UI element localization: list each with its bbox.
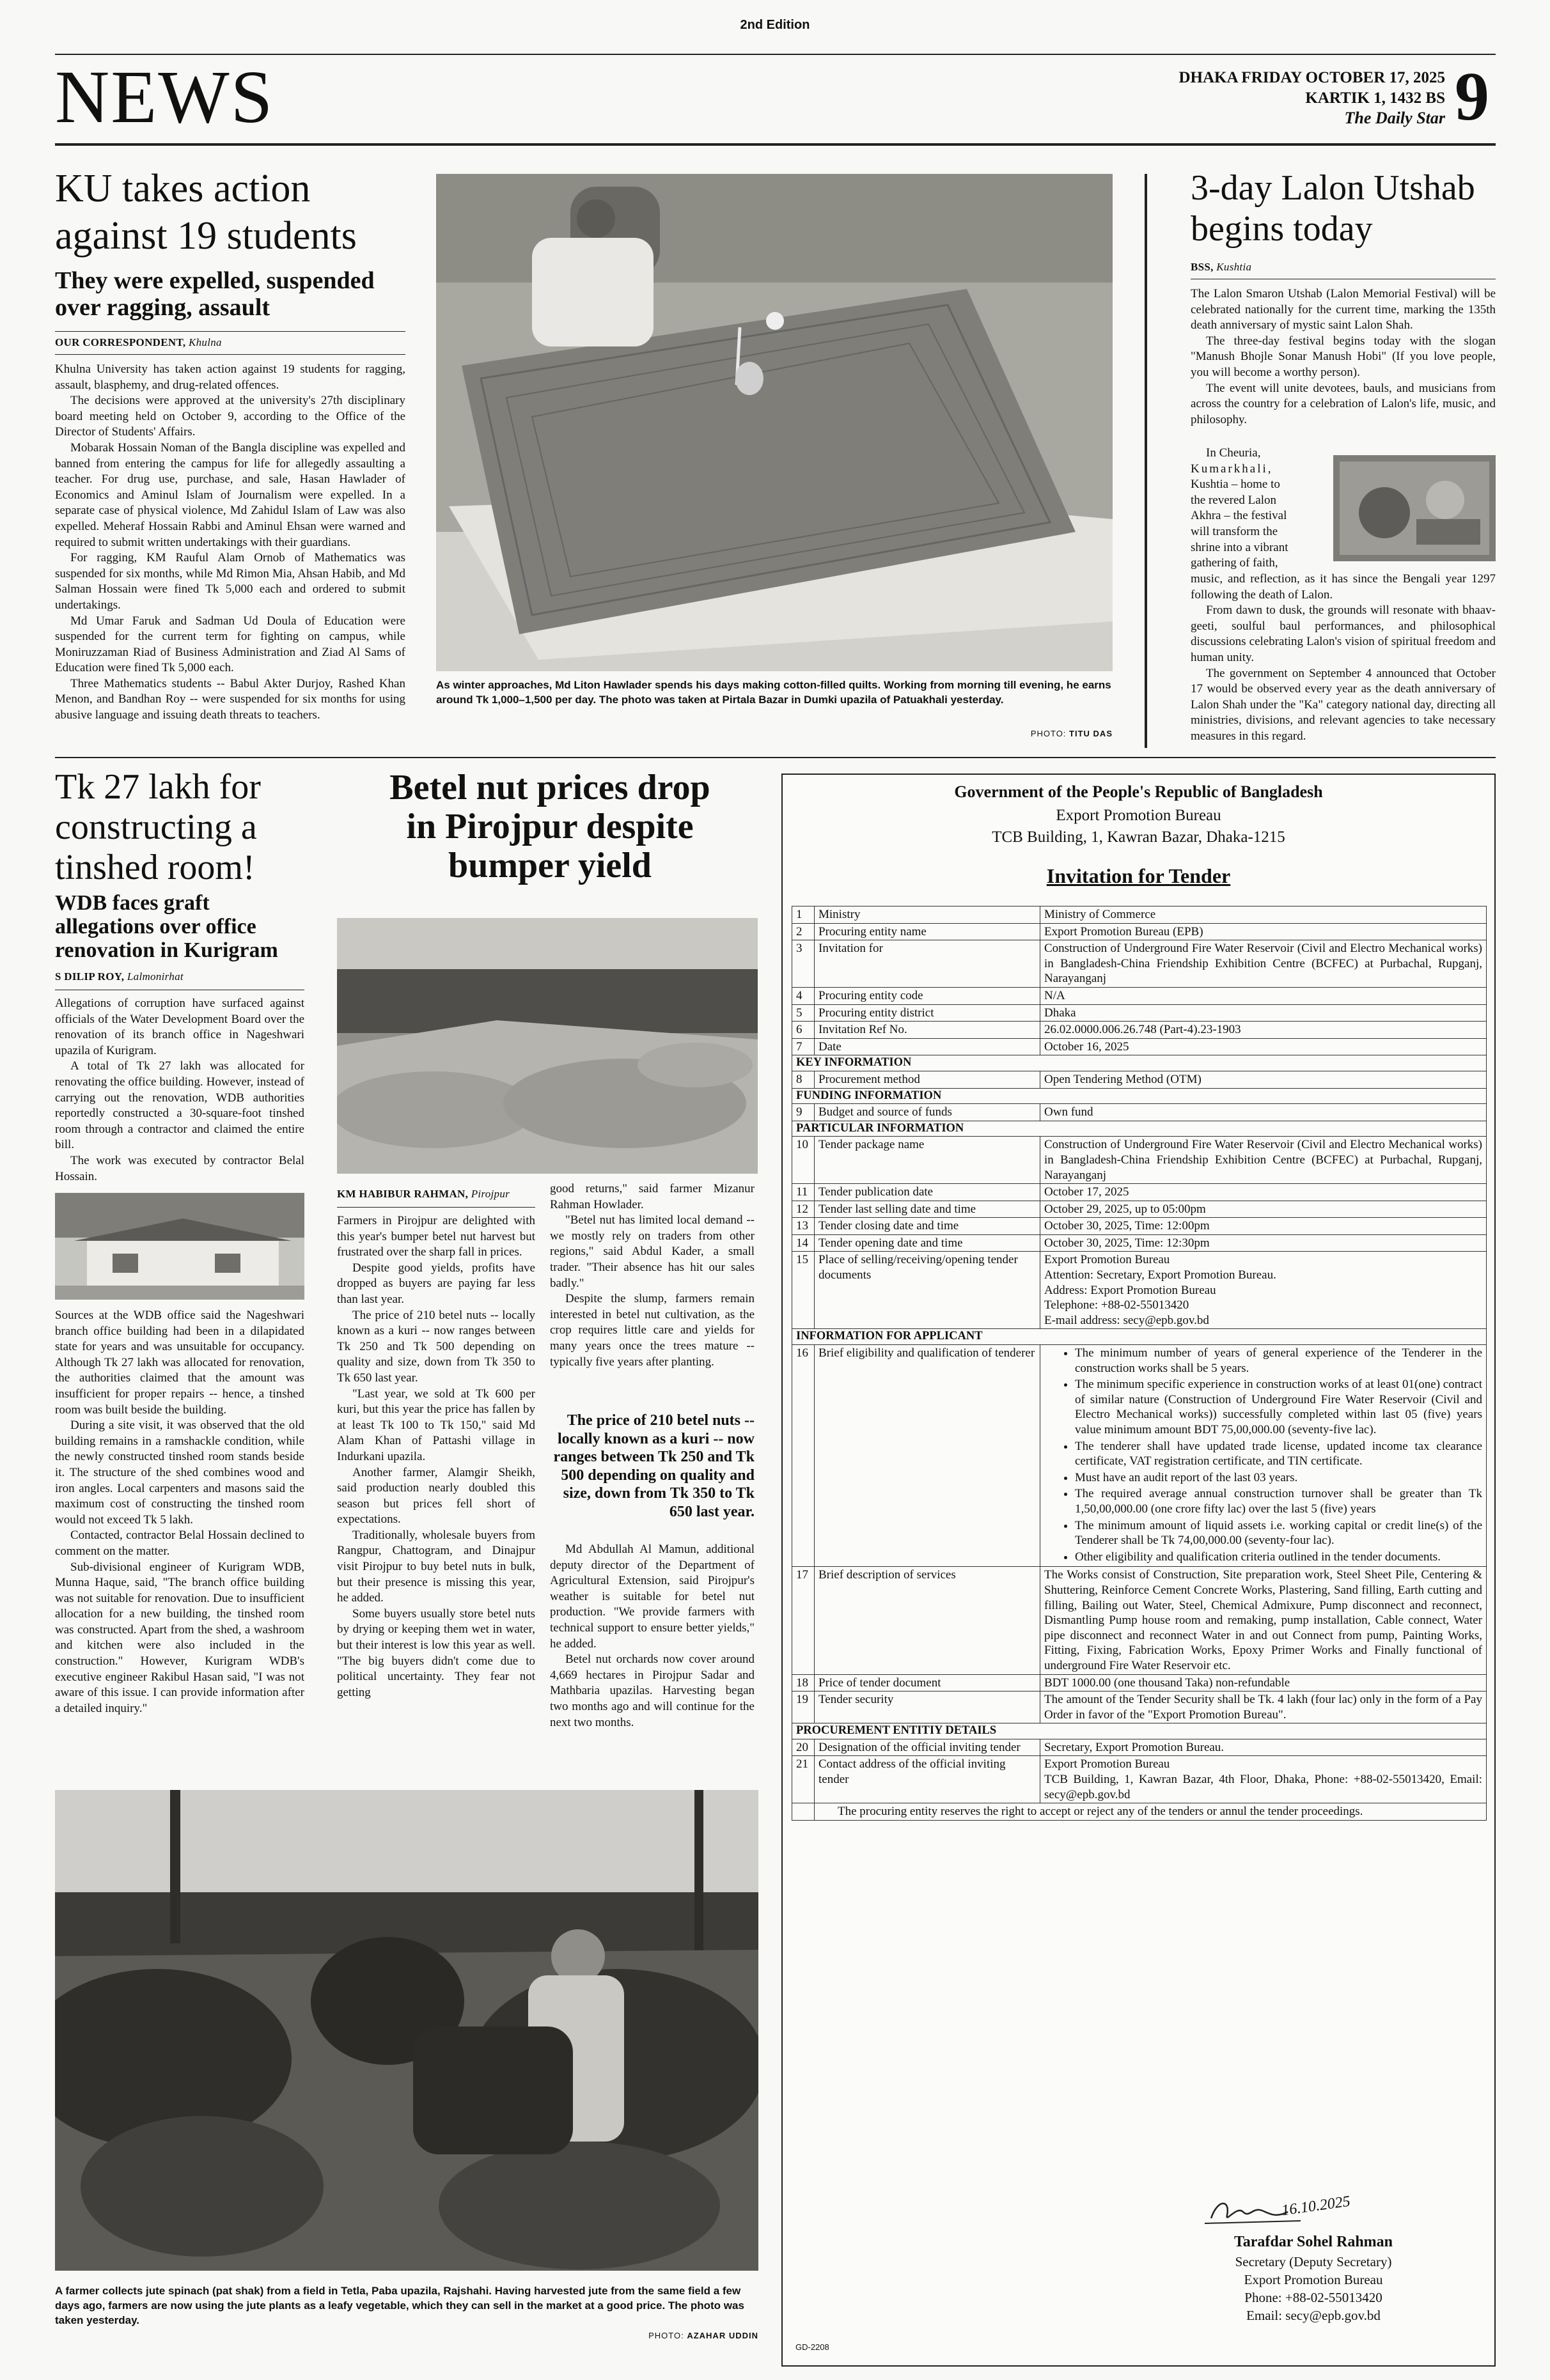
table-row: 12 Tender last selling date and time October 29, 2025, up to 05:00pm <box>792 1201 1487 1218</box>
lalon-wrap-text: In Cheuria, Kumarkhali, Kushtia – home to the revered Lalon Akhra – the festival will transform the shrine into a vibrant gathering of faith, <box>1191 446 1288 570</box>
wdb-byline: S DILIP ROY, Lalmonirhat <box>55 970 184 983</box>
tender-bureau: Export Promotion Bureau <box>1056 807 1221 824</box>
section-heading-row: FUNDING INFORMATION <box>792 1088 1487 1104</box>
ku-headline: KU takes action against 19 students <box>55 167 357 258</box>
list-item: • The minimum number of years of general experience of the Tenderer in the construction works shall be 5 years. <box>1075 1346 1482 1376</box>
signatory-bureau: Export Promotion Bureau <box>1244 2272 1383 2287</box>
tinshed-room-photo <box>55 1193 304 1300</box>
lalon-byline: BSS, Kushtia <box>1191 261 1252 273</box>
betel-byline-rule <box>337 1207 535 1208</box>
lalon-headline: 3-day Lalon Utshab begins today <box>1191 168 1475 249</box>
section-heading-row: PROCUREMENT ENTITIY DETAILS <box>792 1723 1487 1739</box>
wdb-subhead: WDB faces graft allegations over office renovation in Kurigram <box>55 891 278 962</box>
table-row: 19 Tender security The amount of the Tender Security shall be Tk. 4 lakh (four lac) only in the form of a Pay Order in favor of the "Export Promotion Bureau". <box>792 1692 1487 1723</box>
wdb-body-top: Allegations of corruption have surfaced against officials of the Water Development Board over the renovation of its branch office in Nageshwari upazila of Kurigram. A total of Tk 27 lakh was allocated for renovating the office building. However, instead of carrying out the renovation, WDB authorities reportedly constructed a 30-square-foot tinshed room through a contractor and claimed the entire bill. The work was executed by contractor Belal Hossain. <box>55 997 304 1183</box>
lalon-poster-image <box>1333 455 1496 561</box>
section-heading-row: INFORMATION FOR APPLICANT <box>792 1329 1487 1345</box>
eligibility-list <box>1044 1346 1482 1564</box>
table-row: 18 Price of tender document BDT 1000.00 (one thousand Taka) non-refundable <box>792 1674 1487 1692</box>
tender-table <box>792 906 1487 1821</box>
table-row: 9 Budget and source of funds Own fund <box>792 1104 1487 1121</box>
page-number: 9 <box>1455 59 1489 135</box>
list-item: • The minimum specific experience in construction works of at least 01(one) contract of similar nature (Construction of Underground Fire Water Reservoir (Civil and Electro Mechanical works)) successfully completed within last 05 (five) years value minimum amount BDT 75,00,000.00 (seventy-five lac). <box>1075 1377 1482 1437</box>
signatory-email[interactable]: Email: secy@epb.gov.bd <box>1246 2308 1381 2323</box>
table-row: 8 Procurement method Open Tendering Method (OTM) <box>792 1071 1487 1088</box>
quilt-credit: PHOTO: TITU DAS <box>1030 729 1113 738</box>
table-row: 14 Tender opening date and time October 30, 2025, Time: 12:30pm <box>792 1234 1487 1252</box>
wdb-headline: Tk 27 lakh for constructing a tinshed room! <box>55 767 261 887</box>
table-row: 1 Ministry Ministry of Commerce <box>792 906 1487 924</box>
jute-farmer-photo <box>55 1790 758 2271</box>
signatory-title: Secretary (Deputy Secretary) <box>1235 2254 1392 2269</box>
ku-byline-rule <box>55 331 405 332</box>
list-item: • Must have an audit report of the last 03 years. <box>1075 1470 1482 1486</box>
ku-byline: OUR CORRESPONDENT, Khulna <box>55 336 222 348</box>
table-note-row: The procuring entity reserves the right to accept or reject any of the tenders or annul the tender proceedings. <box>792 1803 1487 1821</box>
bengali-date: KARTIK 1, 1432 BS <box>1305 89 1445 107</box>
table-row: 13 Tender closing date and time October 30, 2025, Time: 12:00pm <box>792 1218 1487 1235</box>
table-row: 15 Place of selling/receiving/opening tender documents Export Promotion Bureau Attention: Secretary, Export Promotion Bureau. Address: Export Promotion Bureau Telephone: +88-02-55013420 E-mail address: secy@epb.gov.bd <box>792 1252 1487 1329</box>
table-row: 11 Tender publication date October 17, 2025 <box>792 1184 1487 1201</box>
signature-date: 16.10.2025 <box>1280 2193 1352 2220</box>
masthead-bottom-rule <box>55 143 1496 146</box>
list-item: • Other eligibility and qualification criteria outlined in the tender documents. <box>1075 1550 1482 1565</box>
table-row: 21 Contact address of the official inviting tender Export Promotion Bureau TCB Building, 1, Kawran Bazar, 4th Floor, Dhaka, Phone: +88-02-55013420, Email: secy@epb.gov.bd <box>792 1756 1487 1803</box>
quilt-photo <box>436 174 1113 671</box>
section-title: NEWS <box>55 55 274 139</box>
column-divider <box>1145 174 1147 748</box>
betel-pullquote: The price of 210 betel nuts -- locally known as a kuri -- now ranges between Tk 250 and Tk 500 depending on quality and size, down from Tk 350 to Tk 650 last year. <box>553 1412 755 1520</box>
quilt-photo-image <box>436 174 1113 671</box>
gd-code: GD-2208 <box>795 2342 829 2352</box>
betel-byline: KM HABIBUR RAHMAN, Pirojpur <box>337 1188 510 1200</box>
table-row: 7 Date October 16, 2025 <box>792 1038 1487 1055</box>
table-row: 17 Brief description of services The Works consist of Construction, Site preparation work, Steel Sheet Pile, Centering & Shuttering, Reinforce Cement Concrete Works, Plastering, Sand filling, Earth cutting and filling, Bailing out Water, Steel, Chemical Admixure, Pump disconnect and reconnect, Dismantling Pump house room and remaking, pump installation, Cable connect, Water pipe disconnect and reconnect Water in and out Connect from pump, Painting Works, Fitting, Fixing, Fabrication Works, Epoxy Primer Works and Finally functional of underground Fire Water Reservoir etc. <box>792 1567 1487 1674</box>
tender-org: Government of the People's Republic of Bangladesh <box>954 782 1323 801</box>
mid-page-rule <box>55 757 1496 758</box>
lalon-body-bottom: music, and reflection, as it has since the Bengali year 1297 following the death of Lalon. From dawn to dusk, the grounds will resonate with bhaav-geeti, soulful baul performances, and philosophical discussions celebrating Lalon's vision of spiritual freedom and human unity. The government on September 4 announced that October 17 would be observed every year as the death anniversary of Lalon Shah under the "Ka" category national day, directing all ministries, divisions, and relevant agencies to take necessary measures in this regard. <box>1191 572 1496 743</box>
betel-headline: Betel nut prices drop in Pirojpur despite bumper yield <box>389 768 710 885</box>
tender-title: Invitation for Tender <box>1046 864 1231 887</box>
signatory-phone: Phone: +88-02-55013420 <box>1244 2290 1382 2305</box>
list-item: • The tenderer shall have updated trade license, updated income tax clearance certificate, VAT registration certificate, and TIN certificate. <box>1075 1439 1482 1469</box>
betel-market-photo <box>337 918 758 1174</box>
list-item: • The minimum amount of liquid assets i.e. working capital or credit line(s) of the Tenderer shall be Tk 74,00,000.00 (seventy-four lac). <box>1075 1518 1482 1548</box>
ku-body: Khulna University has taken action against 19 students for ragging, assault, blasphemy, and drug-related offences. The decisions were approved at the university's 27th disciplinary board meeting held on October 9, according to the Office of the Director of Students' Affairs. Mobarak Hossain Noman of the Bangla discipline was expelled and banned from entering the campus for life for allegedly assaulting a teacher. For drug use, purchase, and sale, Hasan Hawlader of Economics and Aminul Islam of Journalism were expelled. In a separate case of physical violence, Md Zahidul Islam of Law was also expelled. Meheraf Hossain Rabbi and Aminul Ehsan were warned and required to submit written undertakings with their guardians. For ragging, KM Rauful Alam Ornob of Mathematics was suspended for six months, while Md Rimon Mia, Ahsan Habib, and Md Salman Hossain were fined Tk 5,000 each and ordered to submit undertakings. Md Umar Faruk and Sadman Ud Doula of Education were suspended for the current term for fighting on campus, while Moniruzzaman Riad of Business Administration and Ziad Al Sams of Education were fined Tk 5,000 each. Three Mathematics students -- Babul Akter Durjoy, Rashed Khan Menon, and Bandhan Roy -- were suspended for six months for using abusive language and issuing death threats to teachers. <box>55 362 405 722</box>
table-row: 2 Procuring entity name Export Promotion Bureau (EPB) <box>792 923 1487 940</box>
tender-address: TCB Building, 1, Kawran Bazar, Dhaka-1215 <box>992 828 1285 846</box>
list-item: • The required average annual construction turnover shall be greater than Tk 1,50,00,000.00 (one crore fifty lac) over the last 5 (five) years <box>1075 1486 1482 1516</box>
table-row: 4 Procuring entity code N/A <box>792 987 1487 1004</box>
table-row: 6 Invitation Ref No. 26.02.0000.006.26.748 (Part-4).23-1903 <box>792 1022 1487 1039</box>
betel-col2-top: good returns," said farmer Mizanur Rahman Howlader. "Betel nut has limited local demand -- we mostly rely on traders from other regions," said Abdul Kader, a small trader. "Their absence has hit our sales badly." Despite the slump, farmers remain interested in betel nut cultivation, as the crop requires little care and yields for many years once the trees mature -- typically five years after planting. <box>550 1182 755 1369</box>
ku-subhead: They were expelled, suspended over ragging, assault <box>55 267 375 321</box>
section-heading-row: PARTICULAR INFORMATION <box>792 1121 1487 1137</box>
jute-credit: PHOTO: AZAHAR UDDIN <box>648 2331 758 2340</box>
paper-logo: The Daily Star <box>1344 109 1445 127</box>
table-row: 16 Brief eligibility and qualification of tenderer • The minimum number of years of general experience of the Tenderer in the construction works shall be 5 years. • The minimum specific experience in construction works of at least 01(one) contract of similar nature (Construction of Underground Fire Water Reservoir (Civil and Electro Mechanical works)) successfully completed within last 05 (five) years value minimum amount BDT 75,00,000.00 (seventy-five lac). • The tenderer shall have updated trade license, updated income tax clearance certificate, VAT registration certificate, and TIN certificate. • Must have an audit report of the last 03 years. • The required average annual construction turnover shall be greater than Tk 1,50,00,000.00 (one crore fifty lac) over the last 5 (five) years • The minimum amount of liquid assets i.e. working capital or credit line(s) of the Tenderer shall be Tk 74,00,000.00 (seventy-four lac). • Other eligibility and qualification criteria outlined in the tender documents. <box>792 1345 1487 1567</box>
lalon-body-top: The Lalon Smaron Utshab (Lalon Memorial Festival) will be celebrated nationally for the current time, marking the 135th death anniversary of mystic saint Lalon Shah. The three-day festival begins today with the slogan "Manush Bhojle Sonar Manush Hobi" (If you love people, you will become a worthy person). The event will unite devotees, bauls, and musicians from across the country for a celebration of Lalon's life, music, and philosophy. <box>1191 287 1496 426</box>
betel-col2-bottom: Md Abdullah Al Mamun, additional deputy director of the Department of Agricultural Extension, said Pirojpur's weather is suitable for betel nut production. "We provide farmers with technical support to ensure better yields," he added. Betel nut orchards now cover around 4,669 hectares in Pirojpur Sadar and Mathbaria upazilas. Harvesting began two months ago and will continue for the next two months. <box>550 1543 755 1729</box>
signatory-name: Tarafdar Sohel Rahman <box>1233 2234 1393 2250</box>
quilt-caption: As winter approaches, Md Liton Hawlader spends his days making cotton-filled quilts. Working from morning till evening, he earns around Tk 1,000–1,500 per day. The photo was taken at Pirtala Bazar in Dumki upazila of Patuakhali yesterday. <box>436 679 1111 706</box>
jute-caption: A farmer collects jute spinach (pat shak) from a field in Tetla, Paba upazila, Rajshahi. Having harvested jute from the same field a few days ago, farmers are now using the jute plants as a leafy vegetable, which they can sell in the market at a good price. The photo was taken yesterday. <box>55 2285 744 2326</box>
table-row: 3 Invitation for Construction of Underground Fire Water Reservoir (Civil and Electro Mechanical works) in Bangladesh-China Friendship Exhibition Centre (BCFEC) at Purbachal, Rupganj, Narayanganj <box>792 940 1487 988</box>
tender-notice <box>781 774 1496 2367</box>
tender-email-link[interactable]: E-mail address: secy@epb.gov.bd <box>1044 1313 1209 1327</box>
edition-label: 2nd Edition <box>740 18 810 32</box>
ku-byline-rule-bottom <box>55 354 405 355</box>
betel-col1: Farmers in Pirojpur are delighted with this year's bumper betel nut harvest but frustrated over the sharp fall in prices. Despite good yields, profits have dropped as buyers are paying far less than last year. The price of 210 betel nuts -- locally known as a kuri -- now ranges between Tk 250 and Tk 500 depending on quality and size, down from Tk 350 to Tk 650 last year. "Last year, we sold at Tk 600 per kuri, but this year the price has fallen by at least Tk 100 to Tk 150," said Md Alam Khan of Pattashi village in Indurkani upazila. Another farmer, Alamgir Sheikh, said production nearly doubled this season but prices fell short of expectations. Traditionally, wholesale buyers from Rangpur, Chattogram, and Dinajpur visit Pirojpur to buy betel nuts in bulk, but their presence is missing this year, he added. Some buyers usually store betel nuts by drying or keeping them wet in water, but their interest is low this year as well. "The big buyers didn't come due to political uncertainty. They fear not getting <box>337 1214 535 1699</box>
table-row: 20 Designation of the official inviting tender Secretary, Export Promotion Bureau. <box>792 1739 1487 1756</box>
wdb-body-bottom: Sources at the WDB office said the Nageshwari branch office building had been in a dilapidated state for years and was unsuitable for occupancy. Although Tk 27 lakh was allocated for renovation, the authorities claimed that the amount was insufficient for proper repairs -- hence, a tinshed room was built beside the building. During a site visit, it was observed that the old building remains in a ramshackle condition, while the newly constructed tinshed room stands beside it. The structure of the shed combines wood and iron angles. Local carpenters and masons said the maximum cost of constructing the tinshed room would not exceed Tk 5 lakh. Contacted, contractor Belal Hossain declined to comment on the matter. Sub-divisional engineer of Kurigram WDB, Munna Haque, said, "The branch office building was not suitable for renovation. Due to insufficient allocation for a new building, the tinshed room was constructed. Apart from the shed, a washroom and kitchen were also included in the construction." However, Kurigram WDB's executive engineer Rakibul Hasan said, "I was not aware of this issue. I can provide information after a detailed inquiry." <box>55 1309 304 1715</box>
section-heading-row: KEY INFORMATION <box>792 1055 1487 1071</box>
table-row: 5 Procuring entity district Dhaka <box>792 1004 1487 1022</box>
table-row: 10 Tender package name Construction of Underground Fire Water Reservoir (Civil and Electro Mechanical works) in Bangladesh-China Friendship Exhibition Centre (BCFEC) at Purbachal, Rupganj, Narayanganj <box>792 1137 1487 1184</box>
dateline: DHAKA FRIDAY OCTOBER 17, 2025 <box>1178 69 1445 86</box>
